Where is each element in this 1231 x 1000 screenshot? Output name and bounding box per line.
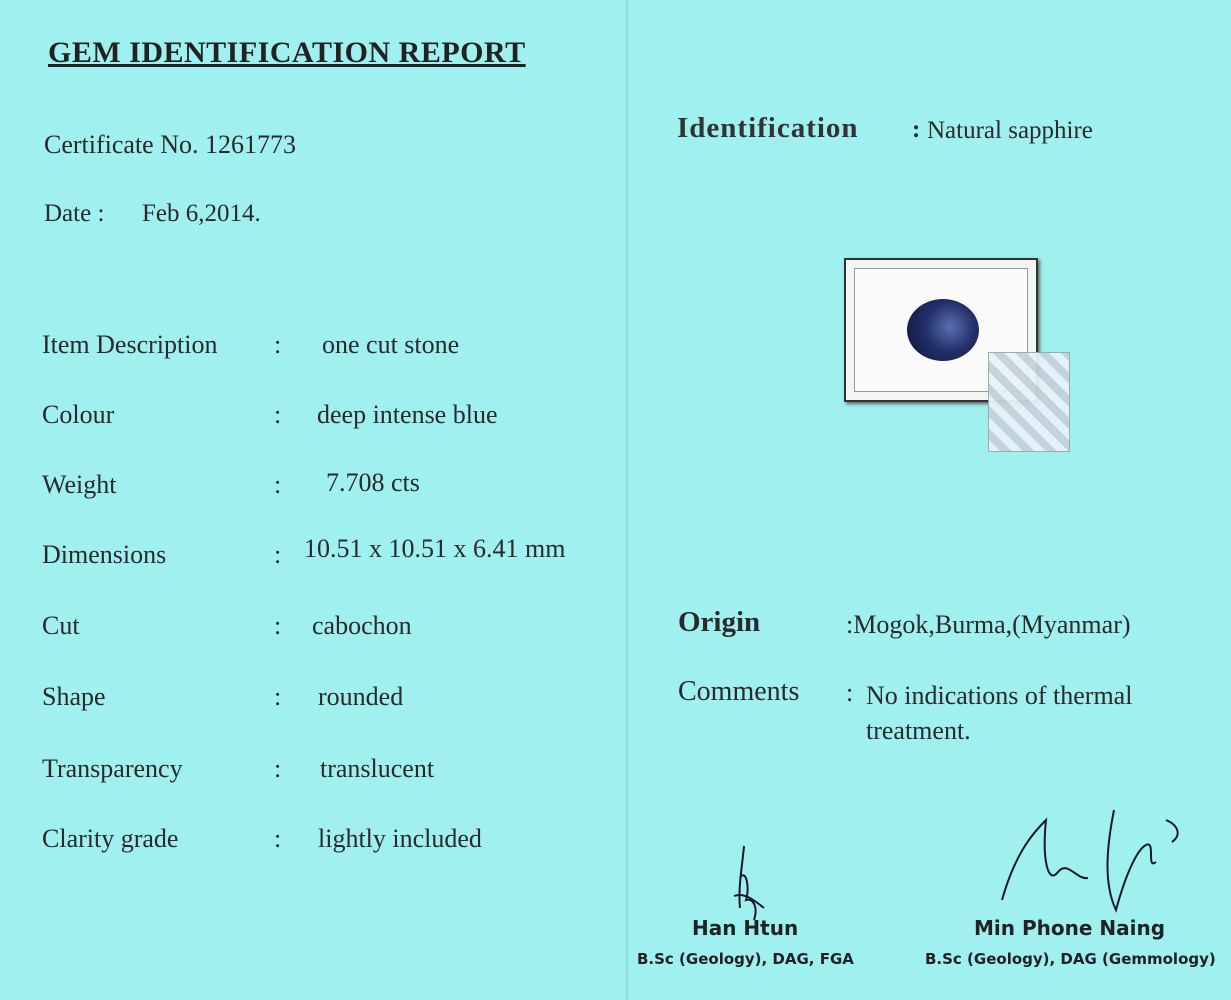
detail-label-dimensions: Dimensions bbox=[42, 540, 167, 569]
detail-separator: : bbox=[274, 330, 282, 359]
sapphire-cabochon-image bbox=[907, 299, 979, 361]
date-label: Date : bbox=[44, 200, 105, 227]
detail-value-item-description: one cut stone bbox=[322, 330, 460, 359]
comments-label: Comments bbox=[678, 676, 800, 707]
detail-label-shape: Shape bbox=[42, 682, 106, 711]
detail-value-weight: 7.708 cts bbox=[326, 468, 420, 497]
detail-label-cut: Cut bbox=[42, 611, 80, 640]
detail-value-colour: deep intense blue bbox=[317, 400, 498, 429]
detail-separator: : bbox=[274, 400, 282, 429]
detail-label-weight: Weight bbox=[42, 470, 117, 499]
date-value: Feb 6,2014. bbox=[142, 200, 261, 227]
detail-label-colour: Colour bbox=[42, 400, 115, 429]
detail-value-clarity-grade: lightly included bbox=[318, 824, 482, 853]
identification-label: Identification bbox=[677, 112, 859, 144]
comments-value: No indications of thermal treatment. bbox=[866, 681, 1133, 745]
detail-separator: : bbox=[274, 754, 282, 783]
comments-separator: : bbox=[846, 678, 854, 707]
detail-value-shape: rounded bbox=[318, 682, 404, 711]
detail-separator: : bbox=[274, 682, 282, 711]
origin-text: Mogok,Burma,(Myanmar) bbox=[853, 610, 1131, 639]
detail-value-dimensions: 10.51 x 10.51 x 6.41 mm bbox=[304, 534, 566, 563]
signature-min-phone-naing bbox=[996, 790, 1196, 930]
report-title: GEM IDENTIFICATION REPORT bbox=[48, 36, 526, 69]
detail-separator: : bbox=[274, 824, 282, 853]
signatory-name-1: Han Htun bbox=[692, 916, 799, 940]
detail-separator: : bbox=[274, 540, 282, 569]
certificate-number: Certificate No. 1261773 bbox=[44, 130, 296, 159]
signature-han-htun bbox=[724, 838, 784, 928]
detail-separator: : bbox=[274, 470, 282, 499]
signatory-credentials-2: B.Sc (Geology), DAG (Gemmology) bbox=[925, 950, 1216, 968]
identification-separator: : bbox=[912, 116, 921, 143]
origin-separator: : bbox=[846, 610, 854, 639]
detail-value-cut: cabochon bbox=[312, 611, 412, 640]
detail-label-transparency: Transparency bbox=[42, 754, 183, 783]
detail-label-item-description: Item Description bbox=[42, 330, 218, 359]
hologram-sticker bbox=[988, 352, 1070, 452]
detail-separator: : bbox=[274, 611, 282, 640]
detail-label-clarity-grade: Clarity grade bbox=[42, 824, 179, 853]
origin-value bbox=[846, 610, 1131, 640]
origin-label: Origin bbox=[678, 606, 761, 638]
signatory-credentials-1: B.Sc (Geology), DAG, FGA bbox=[637, 950, 854, 968]
signatory-name-2: Min Phone Naing bbox=[974, 916, 1166, 940]
identification-value: Natural sapphire bbox=[927, 117, 1093, 144]
detail-value-transparency: translucent bbox=[320, 754, 435, 783]
page-fold bbox=[626, 0, 628, 1000]
